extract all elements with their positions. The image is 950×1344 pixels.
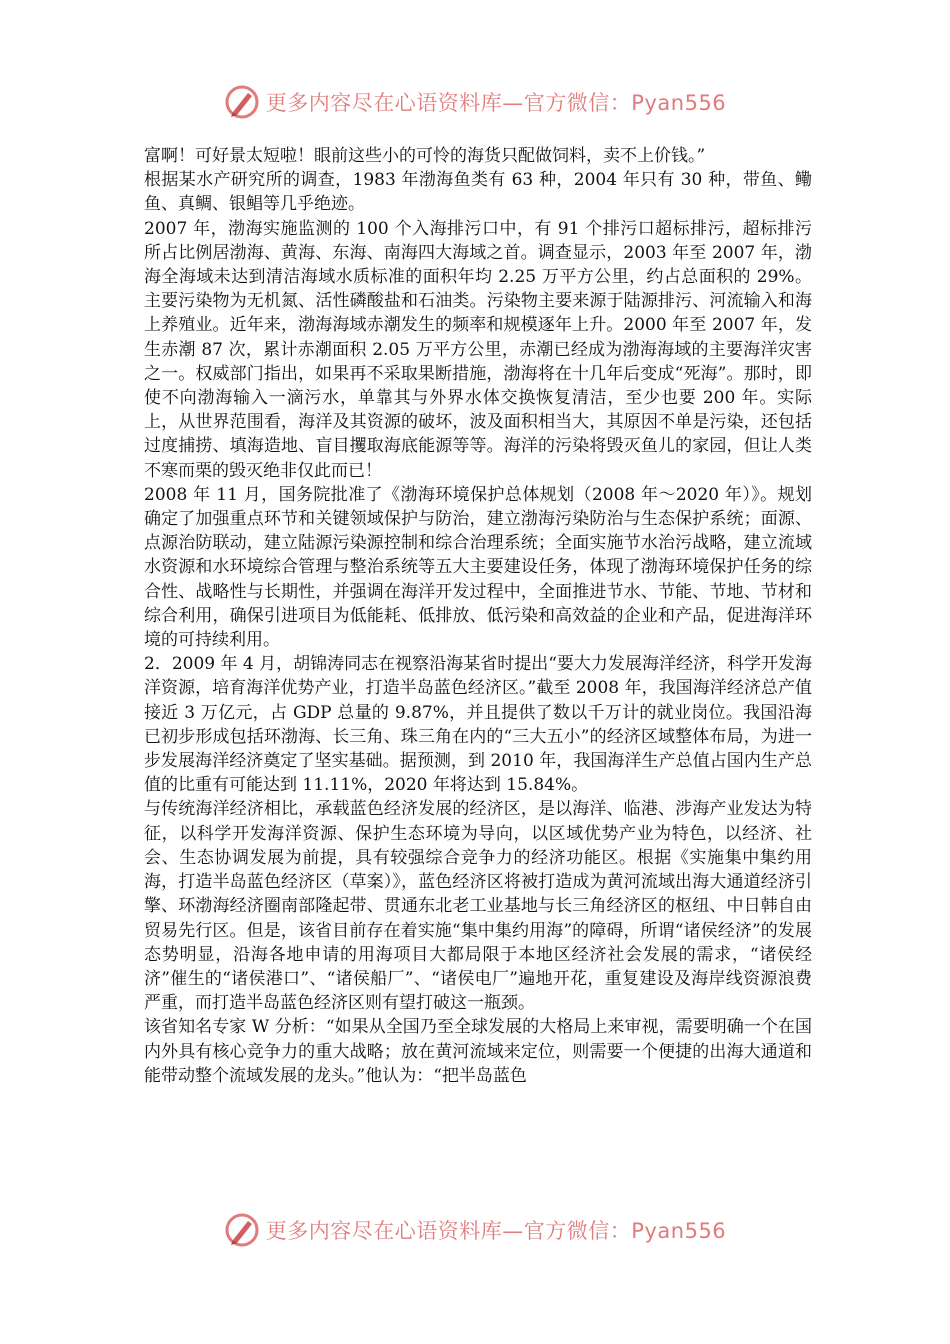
header-watermark-banner bbox=[0, 80, 950, 124]
paragraph: 2．2009 年 4 月，胡锦涛同志在视察沿海某省时提出“要大力发展海洋经济，科学开发海洋资源，培育海洋优势产业，打造半岛蓝色经济区。”截至 2008 年，我国海洋经济总产值接近 3 万亿元，占 GDP 总量的 9.87%，并且提供了数以千万计的就业岗位。我国沿海已初步形成包括环渤海、长三角、珠三角在内的“三大五小”的经济区域整体布局，为进一步发展海洋经济奠定了坚实基础。据预测，到 2010 年，我国海洋生产总值占国内生产总值的比重有可能达到 11.11%，2020 年将达到 15.84%。 bbox=[144, 654, 812, 796]
banner-text: 更多内容尽在心语资料库—官方微信：Pyan556 bbox=[265, 91, 727, 115]
paragraph: 根据某水产研究所的调查，1983 年渤海鱼类有 63 种，2004 年只有 30 种，带鱼、鳓鱼、真鲷、银鲳等几乎绝迹。 bbox=[144, 170, 812, 215]
footer-watermark-banner bbox=[0, 1208, 950, 1252]
document-body bbox=[144, 144, 812, 1088]
paragraph: 2007 年，渤海实施监测的 100 个入海排污口中，有 91 个排污口超标排污，超标排污所占比例居渤海、黄海、东海、南海四大海域之首。调查显示，2003 年至 2007 年，渤海全海域未达到清洁海域水质标准的面积年均 2.25 万平方公里，约占总面积的 29%。主要污染物为无机氮、活性磷酸盐和石油类。污染物主要来源于陆源排污、河流输入和海上养殖业。近年来，渤海海域赤潮发生的频率和规模逐年上升。2000 年至 2007 年，发生赤潮 87 次，累计赤潮面积 2.05 万平方公里，赤潮已经成为渤海海域的主要海洋灾害之一。权威部门指出，如果再不采取果断措施，渤海将在十几年后变成“死海”。那时，即使不向渤海输入一滴污水，单靠其与外界水体交换恢复清洁，至少也要 200 年。实际上，从世界范围看，海洋及其资源的破坏，波及面积相当大，其原因不单是污染，还包括过度捕捞、填海造地、盲目攫取海底能源等等。海洋的污染将毁灭鱼儿的家园，但让人类不寒而栗的毁灭绝非仅此而已！ bbox=[144, 218, 812, 481]
paragraph: 2008 年 11 月，国务院批准了《渤海环境保护总体规划（2008 年～2020 年）》。规划确定了加强重点环节和关键领域保护与防治，建立渤海污染防治与生态保护系统；面源、点源治防联动，建立陆源污染源控制和综合治理系统；全面实施节水治污战略，建立流域水资源和水环境综合管理与整治系统等五大主要建设任务，体现了渤海环境保护任务的综合性、战略性与长期性，并强调在海洋开发过程中，全面推进节水、节能、节地、节材和综合利用，确保引进项目为低能耗、低排放、低污染和高效益的企业和产品，促进海洋环境的可持续利用。 bbox=[144, 484, 812, 651]
banner-text: 更多内容尽在心语资料库—官方微信：Pyan556 bbox=[265, 1219, 727, 1243]
paragraph: 富啊！可好景太短啦！眼前这些小的可怜的海货只配做饲料，卖不上价钱。” bbox=[144, 146, 706, 166]
paragraph: 与传统海洋经济相比，承载蓝色经济发展的经济区，是以海洋、临港、涉海产业发达为特征，以科学开发海洋资源、保护生态环境为导向，以区域优势产业为特色，以经济、社会、生态协调发展为前提，具有较强综合竞争力的经济功能区。根据《实施集中集约用海，打造半岛蓝色经济区（草案）》，蓝色经济区将被打造成为黄河流域出海大通道经济引擎、环渤海经济圈南部隆起带、贯通东北老工业基地与长三角经济区的枢纽、中日韩自由贸易先行区。但是，该省目前存在着实施“集中集约用海”的障碍，所谓“诸侯经济”的发展态势明显，沿海各地申请的用海项目大都局限于本地区经济社会发展的需求，“诸侯经济”催生的“诸侯港口”、“诸侯船厂”、“诸侯电厂”遍地开花，重复建设及海岸线资源浪费严重，而打造半岛蓝色经济区则有望打破这一瓶颈。 bbox=[144, 799, 812, 1014]
pen-circle-logo-icon bbox=[224, 1212, 260, 1248]
pen-circle-logo-icon bbox=[224, 84, 260, 120]
paragraph: 该省知名专家 W 分析：“如果从全国乃至全球发展的大格局上来审视，需要明确一个在国内外具有核心竞争力的重大战略；放在黄河流域来定位，则需要一个便捷的出海大通道和能带动整个流域发展的龙头。”他认为：“把半岛蓝色 bbox=[144, 1017, 812, 1086]
